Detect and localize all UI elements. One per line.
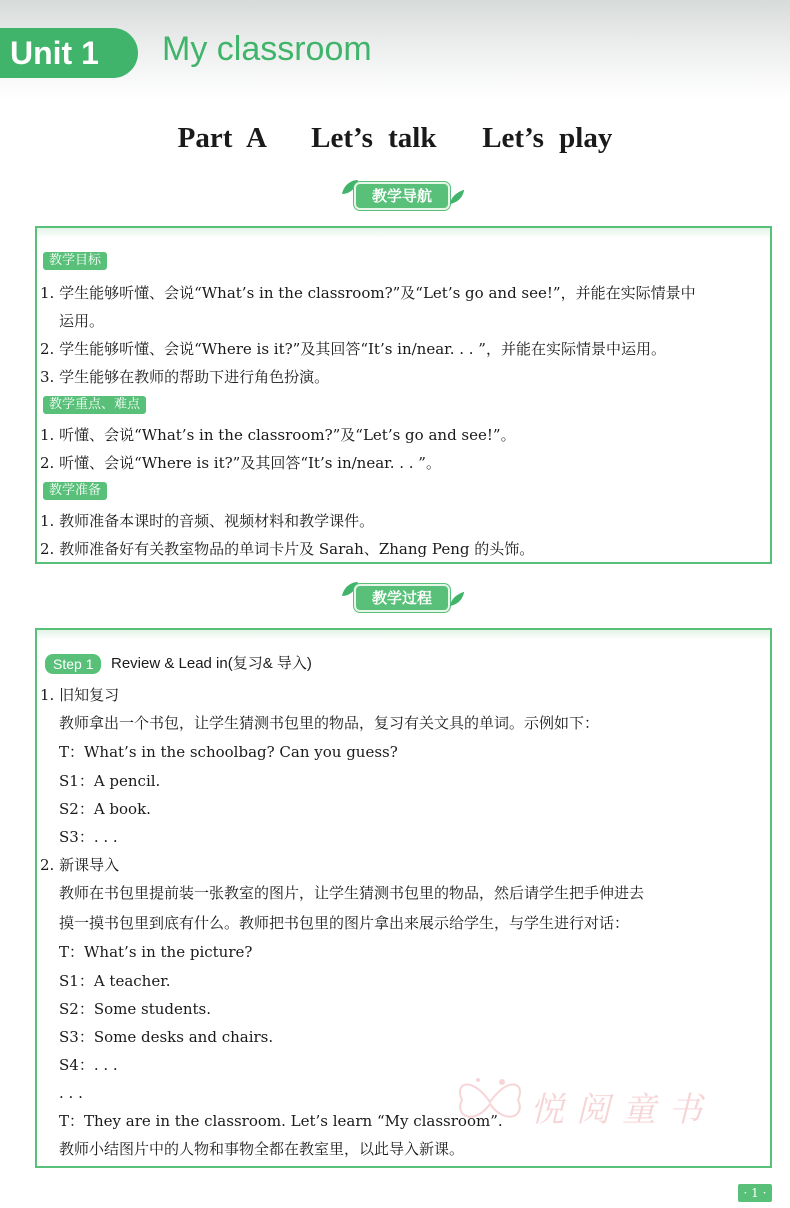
goals-label: 教学目标 [43, 252, 107, 270]
process-line: S1：A pencil. [59, 772, 161, 790]
section-tag-process [340, 580, 466, 614]
unit-badge: Unit 1 [0, 28, 138, 78]
teaching-navigation-box [35, 226, 772, 564]
goal-line: 3. 学生能够在教师的帮助下进行角色扮演。 [40, 368, 330, 386]
process-line: S4：. . . [59, 1056, 118, 1074]
section-tag-label: 教学导航 [354, 182, 450, 210]
page-number: · 1 · [738, 1184, 772, 1202]
process-line: 摸一摸书包里到底有什么。教师把书包里的图片拿出来展示给学生，与学生进行对话： [59, 914, 630, 932]
key-point-line: 2. 听懂、会说“Where is it?”及其回答“It’s in/near. . . ”。 [40, 454, 441, 472]
prep-line: 1. 教师准备本课时的音频、视频材料和教学课件。 [40, 512, 375, 530]
process-line: T：What’s in the picture? [59, 943, 253, 961]
process-line: 教师在书包里提前装一张教室的图片，让学生猜测书包里的物品，然后请学生把手伸进去 [59, 884, 645, 902]
process-line: 教师小结图片中的人物和事物全都在教室里，以此导入新课。 [59, 1140, 465, 1158]
process-line: S2：A book. [59, 800, 151, 818]
butterfly-icon [452, 1072, 528, 1132]
step-label: Step 1 [45, 654, 101, 674]
unit-title: My classroom [162, 30, 372, 68]
box-top-shade [37, 228, 770, 238]
step-title: Review & Lead in(复习& 导入) [111, 655, 312, 672]
prep-line: 2. 教师准备好有关教室物品的单词卡片及 Sarah、Zhang Peng 的头饰。 [40, 540, 535, 558]
prep-label: 教学准备 [43, 482, 107, 500]
goal-line: 2. 学生能够听懂、会说“Where is it?”及其回答“It’s in/near. . . ”，并能在实际情景中运用。 [40, 340, 666, 358]
process-heading: 2. 新课导入 [40, 856, 120, 874]
process-line: 教师拿出一个书包，让学生猜测书包里的物品，复习有关文具的单词。示例如下： [59, 714, 600, 732]
process-line: S1：A teacher. [59, 972, 171, 990]
box-top-shade [37, 630, 770, 640]
key-points-label: 教学重点、难点 [43, 396, 146, 414]
process-heading: 1. 旧知复习 [40, 686, 120, 704]
process-line: S2：Some students. [59, 1000, 212, 1018]
goal-line: 1. 学生能够听懂、会说“What’s in the classroom?”及“Let’s go and see!”，并能在实际情景中 [40, 284, 696, 302]
process-line: S3：. . . [59, 828, 118, 846]
process-line: T：They are in the classroom. Let’s learn “My classroom”. [59, 1112, 503, 1130]
process-line: . . . [59, 1084, 83, 1102]
process-line: T：What’s in the schoolbag? Can you guess? [59, 743, 398, 761]
part-title: Part A Let’s talk Let’s play [177, 122, 613, 154]
section-tag-navigation [340, 178, 466, 212]
watermark-text: 悦阅童书 [530, 1090, 714, 1130]
watermark [452, 1072, 742, 1132]
leaf-icon [448, 188, 466, 206]
goal-line: 运用。 [59, 312, 105, 330]
section-tag-label: 教学过程 [354, 584, 450, 612]
key-point-line: 1. 听懂、会说“What’s in the classroom?”及“Let’s go and see!”。 [40, 426, 516, 444]
process-line: S3：Some desks and chairs. [59, 1028, 274, 1046]
leaf-icon [448, 590, 466, 608]
